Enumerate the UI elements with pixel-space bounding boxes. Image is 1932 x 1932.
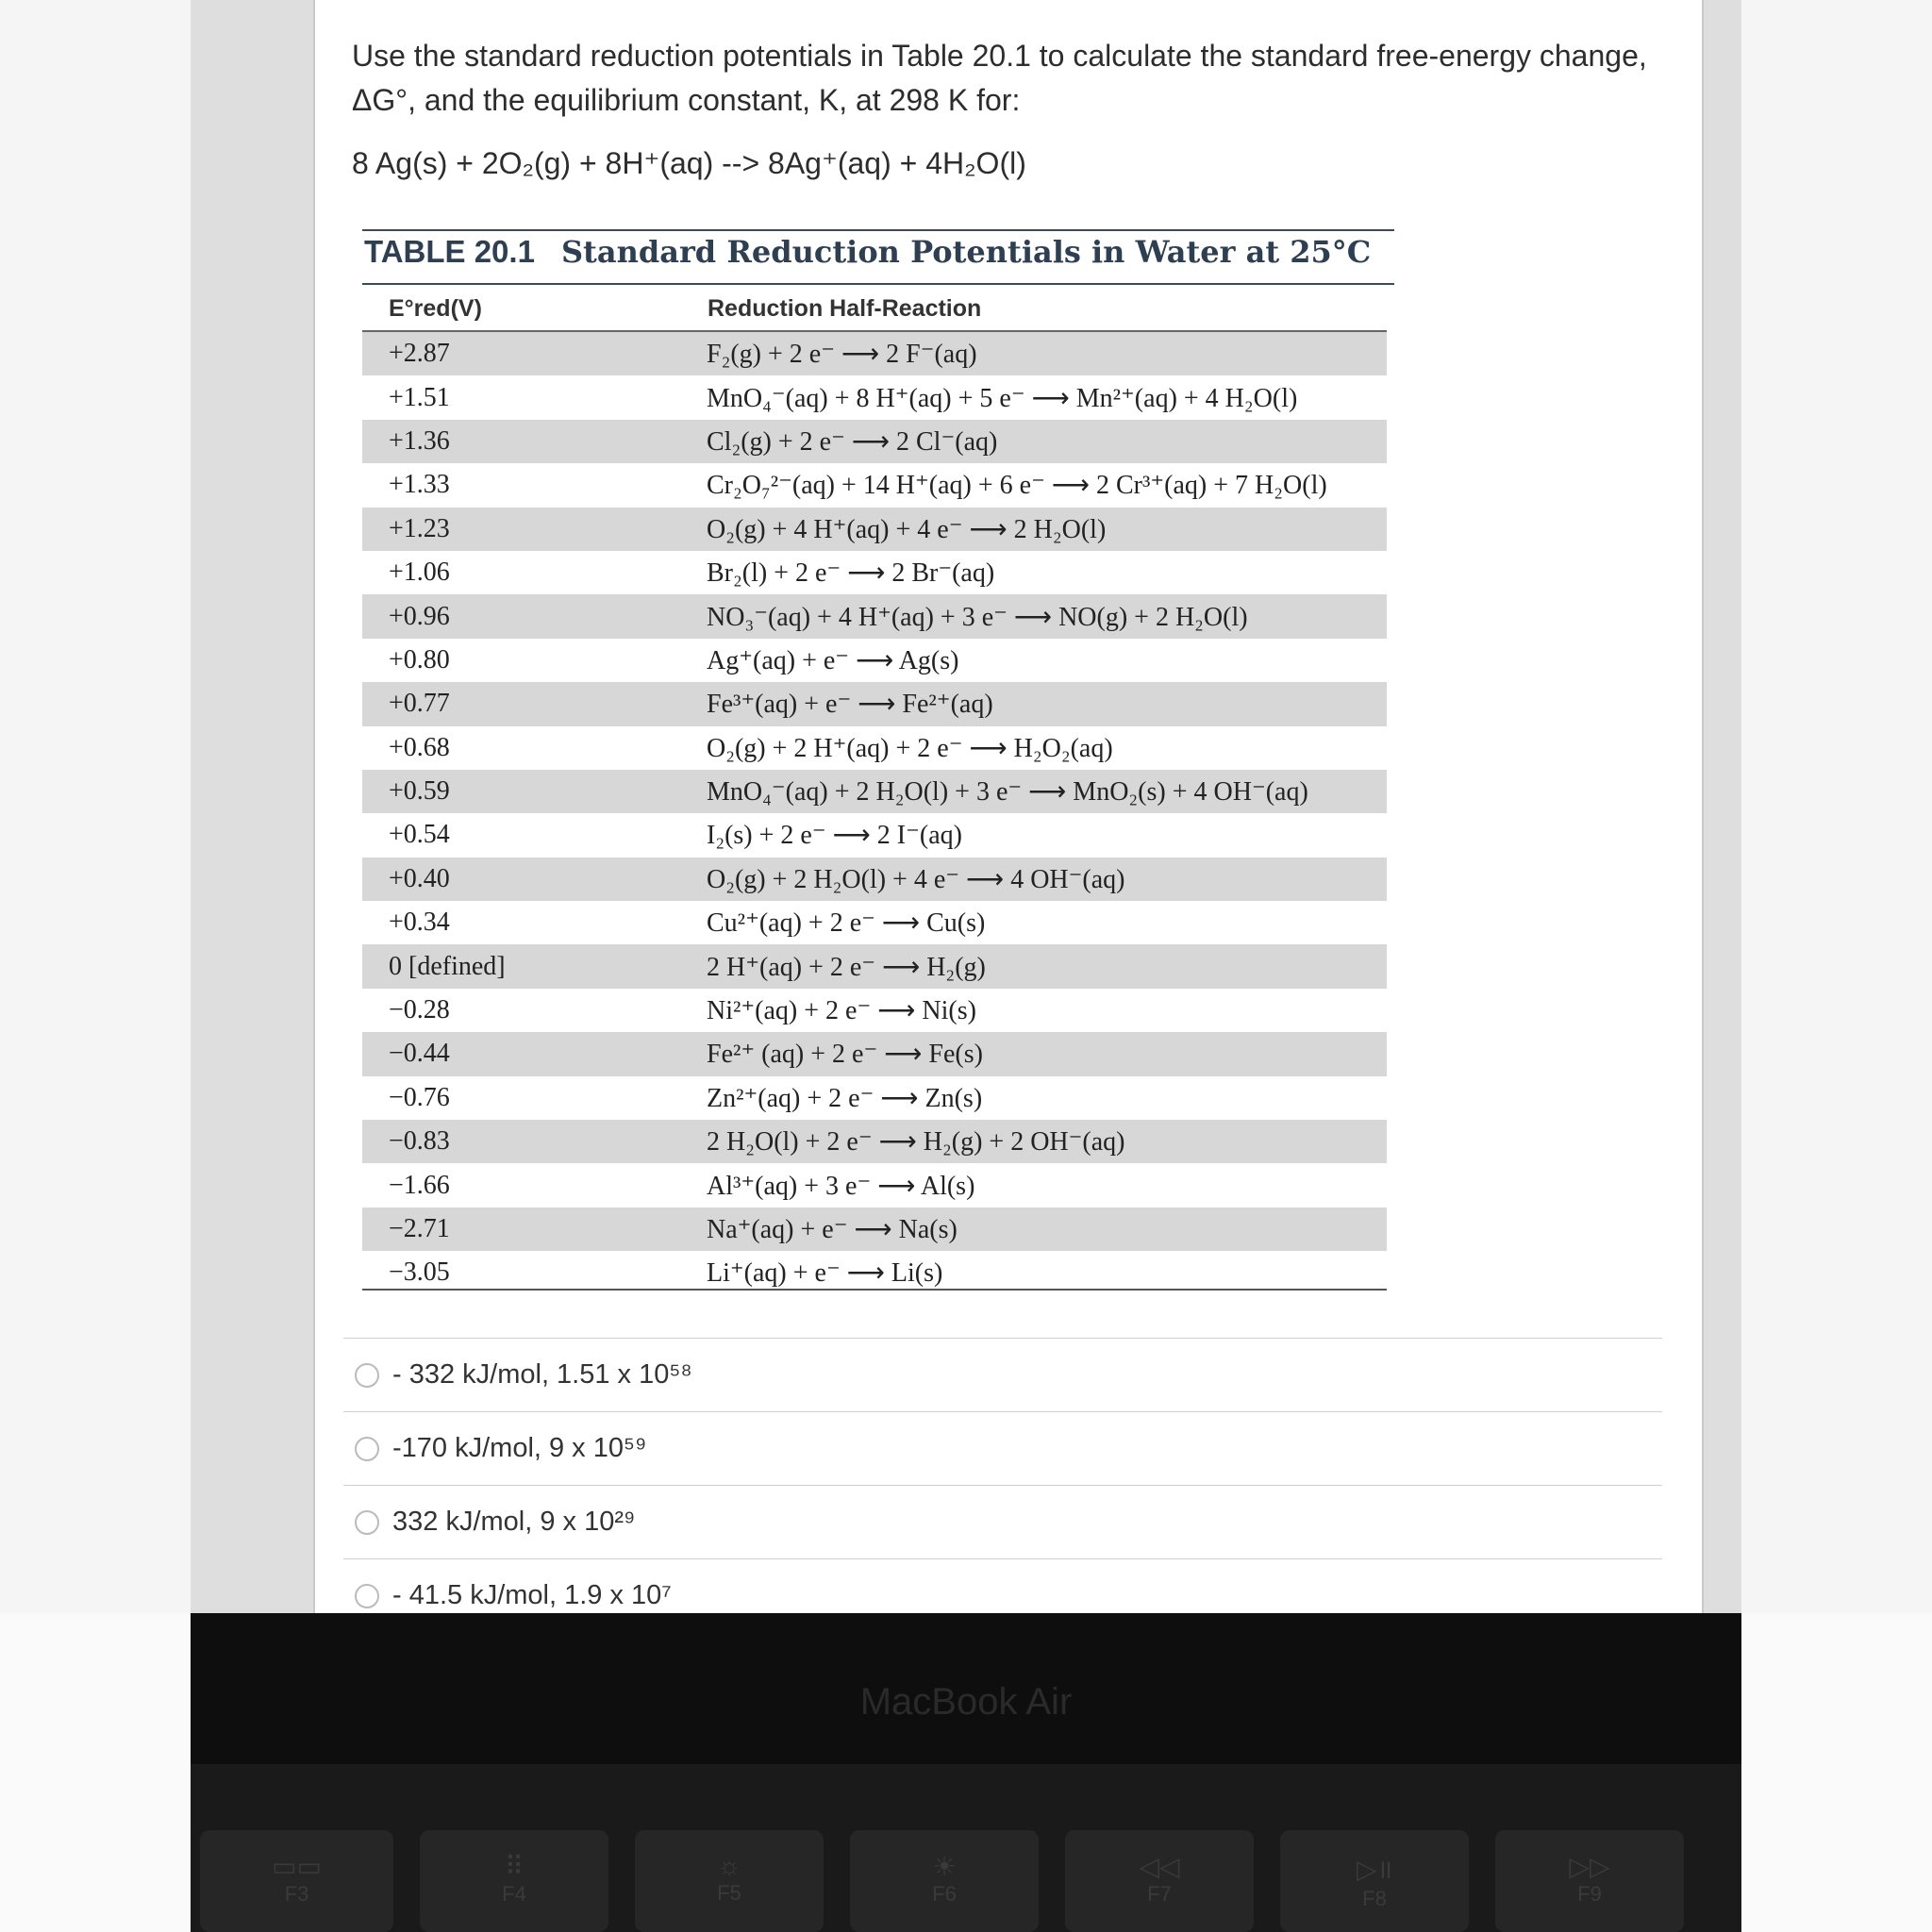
table-row [362, 551, 1387, 594]
function-key[interactable] [200, 1830, 393, 1932]
half-reaction: Zn²⁺(aq) + 2 e⁻ ⟶ Zn(s) [707, 1083, 983, 1113]
reduction-potential: −0.83 [389, 1126, 450, 1157]
table-row [362, 813, 1387, 857]
half-reaction: Ag⁺(aq) + e⁻ ⟶ Ag(s) [707, 645, 959, 675]
half-reaction: MnO₄⁻(aq) + 2 H₂O(l) + 3 e⁻ ⟶ MnO₂(s) + 4 OH⁻(aq) [707, 777, 1308, 808]
half-reaction: Br₂(l) + 2 e⁻ ⟶ 2 Br⁻(aq) [707, 558, 995, 589]
half-reaction: Ni²⁺(aq) + 2 e⁻ ⟶ Ni(s) [707, 996, 976, 1026]
reduction-potential: +0.59 [389, 776, 450, 807]
half-reaction: Cr₂O₇²⁻(aq) + 14 H⁺(aq) + 6 e⁻ ⟶ 2 Cr³⁺(aq) + 7 H₂O(l) [707, 471, 1327, 501]
half-reaction: F₂(g) + 2 e⁻ ⟶ 2 F⁻(aq) [707, 340, 977, 370]
reduction-potential: −2.71 [389, 1214, 450, 1243]
reduction-potential: 0 [defined] [389, 951, 506, 981]
radio-button[interactable] [355, 1510, 379, 1535]
answer-label: - 41.5 kJ/mol, 1.9 x 10⁷ [392, 1580, 672, 1610]
reduction-potential: +2.87 [389, 339, 450, 369]
reduction-potential: −0.76 [389, 1082, 450, 1112]
function-key-label: F9 [1577, 1882, 1602, 1906]
answer-option[interactable] [343, 1411, 1662, 1485]
background-right [1741, 0, 1932, 1613]
table-top-rule [362, 229, 1394, 231]
reaction-equation: 8 Ag(s) + 2O₂(g) + 8H⁺(aq) --> 8Ag⁺(aq) + 4H₂O(l) [352, 146, 1026, 180]
table-label: TABLE 20.1 [364, 234, 535, 269]
reduction-potential: +0.68 [389, 732, 450, 762]
reduction-potential: +0.40 [389, 863, 450, 893]
reduction-potential: +1.51 [389, 382, 450, 412]
reduction-potential: +1.23 [389, 513, 450, 543]
function-key-icon: ☼ [717, 1851, 741, 1880]
reduction-potential: +0.34 [389, 908, 450, 938]
half-reaction: Na⁺(aq) + e⁻ ⟶ Na(s) [707, 1215, 958, 1244]
reduction-potential: +0.96 [389, 601, 450, 631]
table-row [362, 332, 1387, 375]
half-reaction: Fe²⁺ (aq) + 2 e⁻ ⟶ Fe(s) [707, 1040, 983, 1070]
function-key[interactable] [1065, 1830, 1254, 1932]
function-key-label: F5 [717, 1881, 741, 1905]
half-reaction: 2 H⁺(aq) + 2 e⁻ ⟶ H₂(g) [707, 952, 986, 982]
function-key-icon: ▷॥ [1356, 1855, 1393, 1884]
table-row [362, 726, 1387, 770]
table-row [362, 508, 1387, 551]
table-row [362, 901, 1387, 944]
table-row [362, 1163, 1387, 1207]
radio-button[interactable] [355, 1363, 379, 1388]
function-key-label: F7 [1147, 1882, 1172, 1906]
reduction-potential: −0.28 [389, 995, 450, 1025]
reduction-potential: +0.77 [389, 689, 450, 719]
function-key[interactable] [420, 1830, 608, 1932]
half-reaction: O₂(g) + 2 H₂O(l) + 4 e⁻ ⟶ 4 OH⁻(aq) [707, 864, 1125, 894]
function-key[interactable] [635, 1830, 824, 1932]
half-reaction: 2 H₂O(l) + 2 e⁻ ⟶ H₂(g) + 2 OH⁻(aq) [707, 1127, 1125, 1158]
function-key-label: F8 [1362, 1887, 1387, 1910]
table-row [362, 463, 1387, 507]
table-row [362, 594, 1387, 638]
half-reaction: Li⁺(aq) + e⁻ ⟶ Li(s) [707, 1258, 943, 1289]
table-row [362, 375, 1387, 419]
reduction-potential: +0.54 [389, 820, 450, 850]
function-key-icon: ▷▷ [1569, 1852, 1610, 1881]
reduction-potential: +1.33 [389, 470, 450, 500]
reduction-potential: +1.06 [389, 558, 450, 588]
function-key-icon: ▭▭ [272, 1852, 322, 1881]
table-row [362, 420, 1387, 463]
answer-label: - 332 kJ/mol, 1.51 x 10⁵⁸ [392, 1359, 692, 1390]
answer-label: -170 kJ/mol, 9 x 10⁵⁹ [392, 1433, 647, 1463]
table-row [362, 1032, 1387, 1075]
table-row [362, 1076, 1387, 1120]
function-key-label: F6 [932, 1882, 957, 1906]
half-reaction: Cl₂(g) + 2 e⁻ ⟶ 2 Cl⁻(aq) [707, 426, 998, 457]
answer-option[interactable] [343, 1338, 1662, 1411]
question-text: Use the standard reduction potentials in Table 20.1 to calculate the standard free-energy change, ΔG°, and the equilibrium constant, K, at 298 K for: [352, 39, 1647, 117]
function-key-icon: ☀ [932, 1852, 957, 1881]
radio-button[interactable] [355, 1437, 379, 1461]
table-title [364, 234, 1371, 270]
table-row [362, 639, 1387, 682]
table-name: Standard Reduction Potentials in Water at 25°C [560, 234, 1372, 270]
reduction-potential: −1.66 [389, 1170, 450, 1200]
table-title-rule [362, 283, 1394, 285]
half-reaction: Fe³⁺(aq) + e⁻ ⟶ Fe²⁺(aq) [707, 690, 993, 720]
column-header-potential: E°red(V) [389, 295, 482, 322]
table-row [362, 989, 1387, 1032]
potentials-table [362, 332, 1387, 1295]
table-row [362, 1120, 1387, 1163]
function-key-icon: ◁◁ [1139, 1852, 1180, 1881]
table-row [362, 770, 1387, 813]
device-brand-label: MacBook Air [859, 1681, 1073, 1723]
half-reaction: MnO₄⁻(aq) + 8 H⁺(aq) + 5 e⁻ ⟶ Mn²⁺(aq) + 4 H₂O(l) [707, 383, 1298, 413]
reduction-potential: −0.44 [389, 1039, 450, 1069]
background-left [0, 0, 191, 1613]
half-reaction: Cu²⁺(aq) + 2 e⁻ ⟶ Cu(s) [707, 908, 986, 939]
reduction-potential: +1.36 [389, 425, 450, 456]
answer-choices [343, 1338, 1662, 1632]
table-row [362, 1208, 1387, 1251]
half-reaction: NO₃⁻(aq) + 4 H⁺(aq) + 3 e⁻ ⟶ NO(g) + 2 H₂O(l) [707, 602, 1248, 632]
half-reaction: O₂(g) + 4 H⁺(aq) + 4 e⁻ ⟶ 2 H₂O(l) [707, 514, 1107, 544]
column-header-reaction: Reduction Half-Reaction [708, 295, 982, 322]
table-row [362, 944, 1387, 988]
table-bottom-rule [362, 1289, 1387, 1291]
radio-button[interactable] [355, 1584, 379, 1608]
answer-option[interactable] [343, 1485, 1662, 1558]
half-reaction: I₂(s) + 2 e⁻ ⟶ 2 I⁻(aq) [707, 821, 962, 851]
half-reaction: O₂(g) + 2 H⁺(aq) + 2 e⁻ ⟶ H₂O₂(aq) [707, 733, 1113, 763]
half-reaction: Al³⁺(aq) + 3 e⁻ ⟶ Al(s) [707, 1171, 975, 1201]
reduction-potential: −3.05 [389, 1257, 450, 1288]
function-key-label: F3 [284, 1882, 309, 1906]
function-key-label: F4 [502, 1882, 526, 1906]
function-key-icon: ⠿ [504, 1852, 525, 1881]
answer-label: 332 kJ/mol, 9 x 10²⁹ [392, 1507, 636, 1537]
function-key[interactable] [1280, 1830, 1469, 1932]
function-key[interactable] [1495, 1830, 1684, 1932]
table-row [362, 682, 1387, 725]
table-row [362, 858, 1387, 901]
reduction-potential: +0.80 [389, 644, 450, 675]
function-key[interactable] [850, 1830, 1039, 1932]
